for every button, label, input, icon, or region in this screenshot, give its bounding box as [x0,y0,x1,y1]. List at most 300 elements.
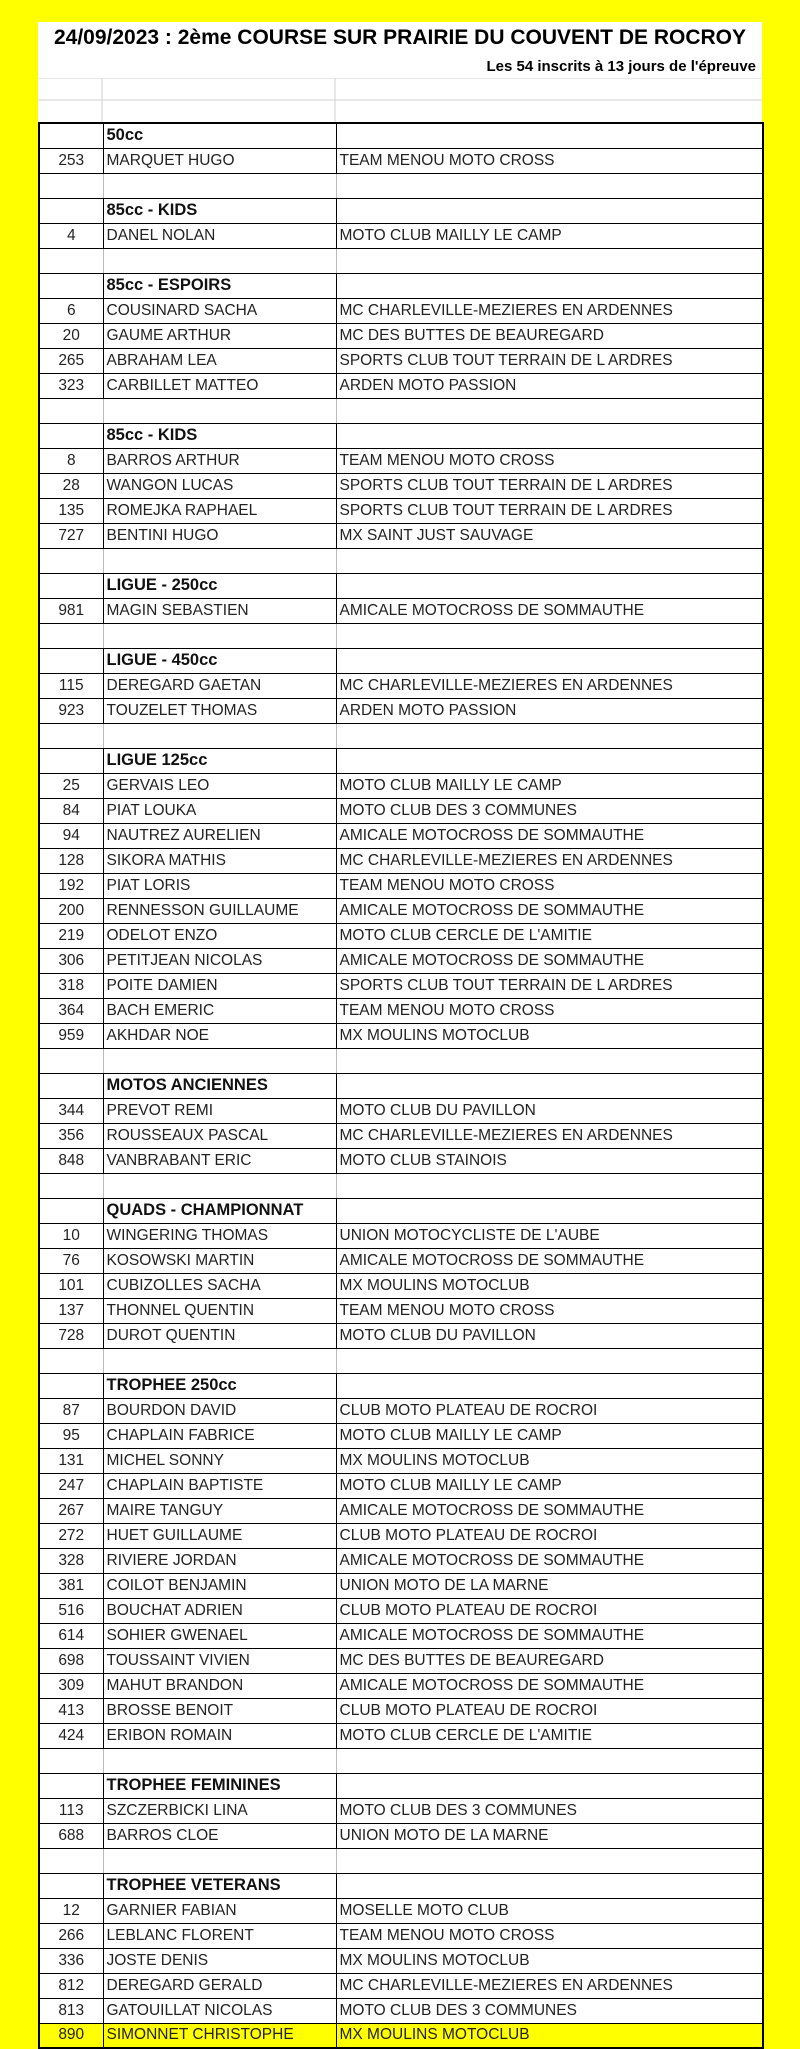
table-row [39,1973,763,1998]
table-row [39,2023,763,2048]
rider-name: SIMONNET CHRISTOPHE [103,2023,336,2048]
category-name: 85cc - KIDS [103,423,336,448]
rider-club: MOTO CLUB CERCLE DE L'AMITIE [336,923,763,948]
rider-name: SIKORA MATHIS [103,848,336,873]
rider-club: MC CHARLEVILLE-MEZIERES EN ARDENNES [336,673,763,698]
entries-table [38,122,764,2049]
rider-club: UNION MOTO DE LA MARNE [336,1573,763,1598]
rider-number: 959 [39,1023,103,1048]
rider-club: SPORTS CLUB TOUT TERRAIN DE L ARDRES [336,348,763,373]
spacer-cell [39,1048,103,1073]
rider-club: SPORTS CLUB TOUT TERRAIN DE L ARDRES [336,473,763,498]
rider-name: WANGON LUCAS [103,473,336,498]
rider-name: TOUSSAINT VIVIEN [103,1648,336,1673]
rider-name: GATOUILLAT NICOLAS [103,1998,336,2023]
rider-club: AMICALE MOTOCROSS DE SOMMAUTHE [336,948,763,973]
spacer-cell [39,1348,103,1373]
rider-number: 614 [39,1623,103,1648]
rider-name: NAUTREZ AURELIEN [103,823,336,848]
spacer-cell [336,1848,763,1873]
table-row [39,1698,763,1723]
rider-number: 84 [39,798,103,823]
rider-club: TEAM MENOU MOTO CROSS [336,448,763,473]
rider-club: MOTO CLUB DES 3 COMMUNES [336,1998,763,2023]
table-row [39,323,763,348]
category-club-cell [336,1073,763,1098]
table-row [39,1498,763,1523]
table-row [39,1623,763,1648]
rider-number: 20 [39,323,103,348]
rider-number: 336 [39,1948,103,1973]
spacer-row [39,1048,763,1073]
entry-list-sheet [38,22,762,2044]
category-number-cell [39,423,103,448]
spacer-cell [336,723,763,748]
rider-name: CHAPLAIN FABRICE [103,1423,336,1448]
rider-number: 10 [39,1223,103,1248]
rider-name: DEREGARD GERALD [103,1973,336,1998]
rider-number: 76 [39,1248,103,1273]
rider-number: 265 [39,348,103,373]
spacer-row [39,173,763,198]
category-name: LIGUE - 250cc [103,573,336,598]
table-row [39,1248,763,1273]
rider-club: AMICALE MOTOCROSS DE SOMMAUTHE [336,823,763,848]
rider-club: MOTO CLUB MAILLY LE CAMP [336,1473,763,1498]
rider-name: BROSSE BENOIT [103,1698,336,1723]
empty-grid-rows [38,78,762,122]
rider-club: AMICALE MOTOCROSS DE SOMMAUTHE [336,898,763,923]
rider-name: BOURDON DAVID [103,1398,336,1423]
rider-name: DANEL NOLAN [103,223,336,248]
rider-club: MX SAINT JUST SAUVAGE [336,523,763,548]
category-header-row [39,1073,763,1098]
table-row [39,1448,763,1473]
category-header-row [39,748,763,773]
rider-club: TEAM MENOU MOTO CROSS [336,998,763,1023]
rider-club: AMICALE MOTOCROSS DE SOMMAUTHE [336,1498,763,1523]
category-header-row [39,1198,763,1223]
spacer-row [39,1173,763,1198]
spacer-cell [103,623,336,648]
category-number-cell [39,198,103,223]
rider-number: 131 [39,1448,103,1473]
table-row [39,473,763,498]
rider-number: 381 [39,1573,103,1598]
rider-name: MARQUET HUGO [103,148,336,173]
rider-number: 728 [39,1323,103,1348]
category-number-cell [39,1373,103,1398]
rider-club: MOTO CLUB DES 3 COMMUNES [336,1798,763,1823]
rider-name: POITE DAMIEN [103,973,336,998]
rider-name: BOUCHAT ADRIEN [103,1598,336,1623]
entries-table-body [39,123,763,2048]
rider-number: 981 [39,598,103,623]
rider-club: UNION MOTO DE LA MARNE [336,1823,763,1848]
category-number-cell [39,1773,103,1798]
category-number-cell [39,573,103,598]
spacer-cell [336,398,763,423]
spacer-cell [336,1348,763,1373]
table-row [39,1098,763,1123]
table-row [39,148,763,173]
table-row [39,798,763,823]
rider-number: 364 [39,998,103,1023]
rider-club: SPORTS CLUB TOUT TERRAIN DE L ARDRES [336,973,763,998]
rider-name: THONNEL QUENTIN [103,1298,336,1323]
rider-name: MAHUT BRANDON [103,1673,336,1698]
page-title: 24/09/2023 : 2ème COURSE SUR PRAIRIE DU COUVENT DE ROCROY [53,26,747,49]
category-club-cell [336,1773,763,1798]
rider-name: BACH EMERIC [103,998,336,1023]
rider-club: AMICALE MOTOCROSS DE SOMMAUTHE [336,1548,763,1573]
rider-name: PETITJEAN NICOLAS [103,948,336,973]
spacer-cell [103,173,336,198]
table-row [39,1298,763,1323]
rider-name: COILOT BENJAMIN [103,1573,336,1598]
category-header-row [39,273,763,298]
spacer-cell [39,1748,103,1773]
table-row [39,1998,763,2023]
rider-club: SPORTS CLUB TOUT TERRAIN DE L ARDRES [336,498,763,523]
rider-name: ROUSSEAUX PASCAL [103,1123,336,1148]
category-number-cell [39,273,103,298]
rider-name: RENNESSON GUILLAUME [103,898,336,923]
spacer-row [39,548,763,573]
rider-name: AKHDAR NOE [103,1023,336,1048]
table-row [39,1723,763,1748]
rider-name: SZCZERBICKI LINA [103,1798,336,1823]
rider-club: MX MOULINS MOTOCLUB [336,1023,763,1048]
rider-number: 306 [39,948,103,973]
table-row [39,1123,763,1148]
table-row [39,1798,763,1823]
rider-number: 356 [39,1123,103,1148]
rider-name: MICHEL SONNY [103,1448,336,1473]
rider-number: 113 [39,1798,103,1823]
table-row [39,1898,763,1923]
rider-number: 135 [39,498,103,523]
spacer-row [39,248,763,273]
category-name: QUADS - CHAMPIONNAT [103,1198,336,1223]
rider-number: 318 [39,973,103,998]
category-header-row [39,573,763,598]
spacer-cell [39,548,103,573]
table-row [39,1673,763,1698]
rider-number: 813 [39,1998,103,2023]
rider-club: MOTO CLUB STAINOIS [336,1148,763,1173]
rider-club: AMICALE MOTOCROSS DE SOMMAUTHE [336,1248,763,1273]
rider-number: 128 [39,848,103,873]
spacer-cell [103,1748,336,1773]
rider-club: MX MOULINS MOTOCLUB [336,2023,763,2048]
table-row [39,348,763,373]
rider-number: 95 [39,1423,103,1448]
category-club-cell [336,573,763,598]
rider-club: MX MOULINS MOTOCLUB [336,1273,763,1298]
spacer-row [39,398,763,423]
rider-club: MC DES BUTTES DE BEAUREGARD [336,1648,763,1673]
rider-club: AMICALE MOTOCROSS DE SOMMAUTHE [336,1623,763,1648]
category-club-cell [336,1373,763,1398]
table-row [39,1548,763,1573]
table-row [39,1573,763,1598]
rider-club: MOTO CLUB MAILLY LE CAMP [336,1423,763,1448]
rider-name: TOUZELET THOMAS [103,698,336,723]
table-row [39,1948,763,1973]
spacer-cell [39,1173,103,1198]
rider-number: 253 [39,148,103,173]
rider-number: 137 [39,1298,103,1323]
rider-club: MC CHARLEVILLE-MEZIERES EN ARDENNES [336,1123,763,1148]
category-club-cell [336,123,763,148]
rider-club: AMICALE MOTOCROSS DE SOMMAUTHE [336,1673,763,1698]
rider-number: 698 [39,1648,103,1673]
table-row [39,898,763,923]
category-club-cell [336,423,763,448]
rider-club: MOTO CLUB DU PAVILLON [336,1098,763,1123]
rider-number: 309 [39,1673,103,1698]
rider-name: CHAPLAIN BAPTISTE [103,1473,336,1498]
table-row [39,1473,763,1498]
rider-number: 727 [39,523,103,548]
rider-name: GERVAIS LEO [103,773,336,798]
rider-club: AMICALE MOTOCROSS DE SOMMAUTHE [336,598,763,623]
rider-name: ABRAHAM LEA [103,348,336,373]
rider-club: MC DES BUTTES DE BEAUREGARD [336,323,763,348]
rider-name: PIAT LORIS [103,873,336,898]
rider-number: 94 [39,823,103,848]
rider-number: 424 [39,1723,103,1748]
spacer-cell [103,248,336,273]
rider-name: WINGERING THOMAS [103,1223,336,1248]
rider-name: LEBLANC FLORENT [103,1923,336,1948]
rider-name: JOSTE DENIS [103,1948,336,1973]
category-header-row [39,198,763,223]
table-row [39,598,763,623]
rider-number: 8 [39,448,103,473]
spacer-cell [336,173,763,198]
table-row [39,298,763,323]
rider-name: GAUME ARTHUR [103,323,336,348]
rider-name: SOHIER GWENAEL [103,1623,336,1648]
spacer-cell [103,1848,336,1873]
rider-number: 272 [39,1523,103,1548]
table-row [39,698,763,723]
rider-number: 25 [39,773,103,798]
table-row [39,1223,763,1248]
table-row [39,1398,763,1423]
rider-number: 219 [39,923,103,948]
rider-name: RIVIERE JORDAN [103,1548,336,1573]
table-row [39,848,763,873]
table-row [39,773,763,798]
rider-club: TEAM MENOU MOTO CROSS [336,1298,763,1323]
rider-name: ROMEJKA RAPHAEL [103,498,336,523]
table-row [39,923,763,948]
table-row [39,1148,763,1173]
table-row [39,1323,763,1348]
spacer-cell [336,1748,763,1773]
category-number-cell [39,1873,103,1898]
rider-number: 6 [39,298,103,323]
table-row [39,448,763,473]
rider-name: BARROS CLOE [103,1823,336,1848]
spacer-cell [39,623,103,648]
spacer-row [39,1748,763,1773]
spacer-row [39,723,763,748]
rider-club: CLUB MOTO PLATEAU DE ROCROI [336,1398,763,1423]
table-row [39,673,763,698]
category-club-cell [336,648,763,673]
spacer-cell [39,173,103,198]
rider-club: CLUB MOTO PLATEAU DE ROCROI [336,1598,763,1623]
rider-name: KOSOWSKI MARTIN [103,1248,336,1273]
spacer-cell [336,623,763,648]
rider-club: MOTO CLUB MAILLY LE CAMP [336,223,763,248]
spacer-cell [336,1173,763,1198]
rider-name: HUET GUILLAUME [103,1523,336,1548]
rider-number: 344 [39,1098,103,1123]
category-header-row [39,423,763,448]
table-row [39,1648,763,1673]
rider-name: DUROT QUENTIN [103,1323,336,1348]
rider-number: 848 [39,1148,103,1173]
rider-club: CLUB MOTO PLATEAU DE ROCROI [336,1698,763,1723]
category-header-row [39,1373,763,1398]
rider-club: CLUB MOTO PLATEAU DE ROCROI [336,1523,763,1548]
rider-number: 516 [39,1598,103,1623]
rider-club: MOTO CLUB CERCLE DE L'AMITIE [336,1723,763,1748]
spacer-cell [336,548,763,573]
rider-number: 413 [39,1698,103,1723]
category-header-row [39,648,763,673]
rider-club: MC CHARLEVILLE-MEZIERES EN ARDENNES [336,1973,763,1998]
rider-club: ARDEN MOTO PASSION [336,698,763,723]
rider-number: 192 [39,873,103,898]
table-row [39,223,763,248]
rider-number: 87 [39,1398,103,1423]
rider-name: ODELOT ENZO [103,923,336,948]
table-row [39,823,763,848]
category-club-cell [336,198,763,223]
rider-number: 890 [39,2023,103,2048]
category-header-row [39,123,763,148]
spacer-cell [103,1348,336,1373]
spacer-cell [336,1048,763,1073]
category-club-cell [336,1198,763,1223]
rider-club: MOTO CLUB MAILLY LE CAMP [336,773,763,798]
rider-number: 200 [39,898,103,923]
category-number-cell [39,648,103,673]
table-row [39,873,763,898]
category-name: TROPHEE VETERANS [103,1873,336,1898]
spacer-cell [103,723,336,748]
rider-club: MC CHARLEVILLE-MEZIERES EN ARDENNES [336,298,763,323]
rider-club: MOTO CLUB DES 3 COMMUNES [336,798,763,823]
category-name: TROPHEE FEMININES [103,1773,336,1798]
rider-number: 328 [39,1548,103,1573]
rider-club: ARDEN MOTO PASSION [336,373,763,398]
rider-name: CARBILLET MATTEO [103,373,336,398]
rider-number: 101 [39,1273,103,1298]
rider-club: MX MOULINS MOTOCLUB [336,1948,763,1973]
category-club-cell [336,1873,763,1898]
rider-club: MOTO CLUB DU PAVILLON [336,1323,763,1348]
rider-name: PIAT LOUKA [103,798,336,823]
rider-name: MAGIN SEBASTIEN [103,598,336,623]
category-header-row [39,1773,763,1798]
category-name: 50cc [103,123,336,148]
table-row [39,973,763,998]
spacer-cell [39,248,103,273]
spacer-cell [336,248,763,273]
rider-club: TEAM MENOU MOTO CROSS [336,873,763,898]
rider-number: 28 [39,473,103,498]
rider-number: 115 [39,673,103,698]
table-row [39,1023,763,1048]
category-number-cell [39,1073,103,1098]
rider-name: GARNIER FABIAN [103,1898,336,1923]
spacer-cell [39,723,103,748]
category-name: 85cc - KIDS [103,198,336,223]
rider-name: CUBIZOLLES SACHA [103,1273,336,1298]
rider-number: 247 [39,1473,103,1498]
category-name: LIGUE - 450cc [103,648,336,673]
table-row [39,1523,763,1548]
page-subtitle: Les 54 inscrits à 13 jours de l'épreuve [486,58,756,75]
table-row [39,1923,763,1948]
rider-number: 323 [39,373,103,398]
category-number-cell [39,123,103,148]
rider-number: 4 [39,223,103,248]
rider-number: 812 [39,1973,103,1998]
table-row [39,1423,763,1448]
spacer-cell [39,1848,103,1873]
rider-name: ERIBON ROMAIN [103,1723,336,1748]
spacer-row [39,1848,763,1873]
rider-name: COUSINARD SACHA [103,298,336,323]
table-row [39,1598,763,1623]
rider-club: MX MOULINS MOTOCLUB [336,1448,763,1473]
rider-name: DEREGARD GAETAN [103,673,336,698]
category-name: LIGUE 125cc [103,748,336,773]
spacer-cell [103,1048,336,1073]
table-row [39,1273,763,1298]
rider-number: 923 [39,698,103,723]
spacer-row [39,1348,763,1373]
category-name: 85cc - ESPOIRS [103,273,336,298]
rider-name: PREVOT REMI [103,1098,336,1123]
table-row [39,498,763,523]
rider-club: UNION MOTOCYCLISTE DE L'AUBE [336,1223,763,1248]
category-header-row [39,1873,763,1898]
category-club-cell [336,273,763,298]
table-row [39,1823,763,1848]
category-number-cell [39,748,103,773]
category-club-cell [336,748,763,773]
spacer-cell [103,548,336,573]
rider-club: MC CHARLEVILLE-MEZIERES EN ARDENNES [336,848,763,873]
rider-name: BARROS ARTHUR [103,448,336,473]
category-name: MOTOS ANCIENNES [103,1073,336,1098]
rider-number: 267 [39,1498,103,1523]
spacer-cell [103,1173,336,1198]
rider-name: VANBRABANT ERIC [103,1148,336,1173]
spacer-cell [103,398,336,423]
rider-number: 688 [39,1823,103,1848]
spacer-cell [39,398,103,423]
